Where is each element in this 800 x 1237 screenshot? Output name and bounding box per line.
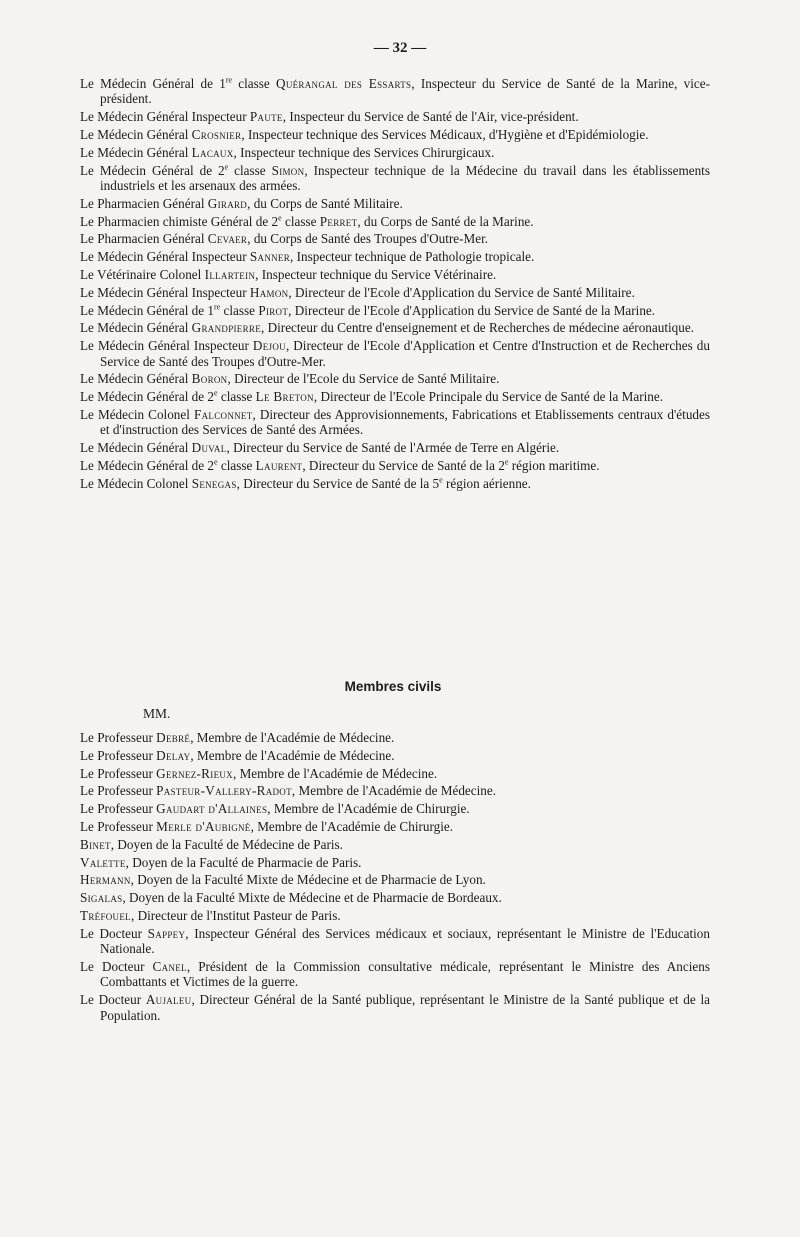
entry-text: , Inspecteur du Service de Santé de la Marine, vice-président. <box>100 76 710 107</box>
entry-text: , Inspecteur du Service de Santé de l'Air, vice-président. <box>282 109 579 125</box>
entry-text: Le Médecin Général <box>80 127 192 142</box>
entry-text: classe <box>220 302 259 318</box>
entry-text: , Directeur Général de la Santé publique, représentant le Ministre de la Santé publique et de la Population. <box>100 992 710 1023</box>
member-entry <box>80 476 710 491</box>
member-name: Hermann <box>80 872 131 888</box>
member-entry <box>80 249 710 264</box>
entry-text: , Inspecteur technique du Service Vétérinaire. <box>255 266 497 282</box>
entry-text: Le Professeur <box>80 818 157 834</box>
entry-text: , Membre de l'Académie de Médecine. <box>232 765 438 781</box>
member-name: Senegas <box>191 475 237 491</box>
member-name: Gernez-Rieux <box>156 765 233 781</box>
entry-text: , Doyen de la Faculté de Médecine de Paris. <box>110 836 343 852</box>
member-entry <box>80 837 710 852</box>
entry-text: Le Professeur <box>80 765 157 781</box>
member-name: Simon <box>271 162 305 178</box>
entry-text: Le Docteur <box>80 992 146 1008</box>
member-entry <box>80 748 710 763</box>
entry-text: région maritime. <box>508 457 600 473</box>
entry-text: Le Vétérinaire Colonel <box>80 266 205 282</box>
ordinal-suffix: e <box>224 162 229 172</box>
member-entry <box>80 730 710 745</box>
member-entry <box>80 371 710 386</box>
entry-text: Le Médecin Général Inspecteur <box>80 338 253 354</box>
ordinal-suffix: e <box>439 475 443 485</box>
member-entry <box>80 992 710 1023</box>
entry-text: Le Médecin Général <box>80 320 192 336</box>
entry-text: classe <box>217 457 256 473</box>
entry-text: Le Médecin Général de 2 <box>80 457 215 473</box>
entry-text: , du Corps de Santé Militaire. <box>247 195 403 211</box>
entry-text: Le Professeur <box>80 801 157 817</box>
member-name: Falconnet <box>193 406 253 422</box>
entry-text: Le Pharmacien Général <box>80 231 208 247</box>
member-entry <box>80 890 710 905</box>
entry-text: , du Corps de Santé de la Marine. <box>357 213 534 229</box>
member-entry <box>80 320 710 335</box>
entry-text: Le Médecin Général de 2 <box>80 389 215 405</box>
member-name: Girard <box>207 195 248 211</box>
entry-text: classe <box>217 389 256 405</box>
member-entry <box>80 458 710 473</box>
member-entry <box>80 214 710 229</box>
entry-text: , Membre de l'Académie de Chirurgie. <box>267 801 470 817</box>
entry-text: , Directeur du Service de Santé de la 5 <box>236 475 440 491</box>
member-name: Merle d'Aubigné <box>156 818 251 834</box>
member-name: Cevaer <box>207 231 248 247</box>
member-name: Duval <box>191 440 227 456</box>
member-name: Valette <box>80 854 126 870</box>
member-entry <box>80 783 710 798</box>
member-entry <box>80 145 710 160</box>
section-heading-civil-members: Membres civils <box>344 679 442 694</box>
entry-text: , Membre de l'Académie de Médecine. <box>190 730 395 745</box>
ordinal-suffix: e <box>504 457 509 467</box>
entry-text: Le Pharmacien Général <box>80 195 208 211</box>
member-entry <box>80 285 710 300</box>
entry-text: , Inspecteur technique de la Médecine du travail dans les établissements industriels et les arsenaux des armées. <box>100 162 710 193</box>
entry-text: , Directeur de l'Ecole d'Application du Service de Santé Militaire. <box>288 284 635 300</box>
military-members-list <box>80 76 710 494</box>
member-name: Grandpierre <box>191 320 262 336</box>
entry-text: Le Pharmacien chimiste Général de 2 <box>80 213 279 229</box>
entry-text: , Directeur du Service de Santé de l'Armée de Terre en Algérie. <box>226 440 560 456</box>
member-entry <box>80 267 710 282</box>
entry-text: , Directeur du Centre d'enseignement et de Recherches de médecine aéronautique. <box>261 320 694 336</box>
member-entry <box>80 231 710 246</box>
member-name: Tréfouel <box>80 907 131 923</box>
ordinal-suffix: re <box>225 75 233 85</box>
ordinal-suffix: e <box>214 388 218 398</box>
ordinal-suffix: e <box>278 213 282 223</box>
member-name: Paute <box>249 109 283 125</box>
member-entry <box>80 801 710 816</box>
member-name: Boron <box>191 371 228 387</box>
member-entry <box>80 127 710 142</box>
salutation-label: MM. <box>143 706 171 721</box>
entry-text: région aérienne. <box>442 475 531 491</box>
member-name: Canel <box>152 958 187 974</box>
member-entry <box>80 109 710 124</box>
entry-text: , Président de la Commission consultative médicale, représentant le Ministre des Anciens Combattants et Victimes de la guerre. <box>100 958 710 990</box>
member-name: Pirot <box>258 302 289 318</box>
entry-text: classe <box>232 76 277 91</box>
entry-text: , Directeur de l'Ecole Principale du Service de Santé de la Marine. <box>313 389 663 405</box>
member-name: Gaudart d'Allaines <box>156 801 268 817</box>
member-entry <box>80 908 710 923</box>
civil-members-list <box>80 730 710 1025</box>
entry-text: , Doyen de la Faculté Mixte de Médecine et de Pharmacie de Lyon. <box>130 872 486 888</box>
entry-text: Le Docteur <box>80 925 148 941</box>
entry-text: , Membre de l'Académie de Médecine. <box>291 783 497 799</box>
entry-text: , Directeur de l'Ecole d'Application et Centre d'Instruction et de Recherches du Service de Santé des Troupes d'Outre-Mer. <box>100 338 710 369</box>
member-name: Perret <box>319 213 358 229</box>
entry-text: , Inspecteur Général des Services médicaux et sociaux, représentant le Ministre de l'Education Nationale. <box>100 925 710 957</box>
entry-text: Le Médecin Général <box>80 144 192 160</box>
entry-text: , Doyen de la Faculté Mixte de Médecine et de Pharmacie de Bordeaux. <box>122 890 502 906</box>
member-name: Le Breton <box>255 389 314 405</box>
entry-text: Le Médecin Général de 2 <box>80 162 225 178</box>
ordinal-suffix: re <box>214 302 221 312</box>
member-entry <box>80 440 710 455</box>
entry-text: , Directeur des Approvisionnements, Fabrications et Etablissements centraux d'études et d'instruction des Services de Santé des Armées. <box>100 406 710 438</box>
member-entry <box>80 196 710 211</box>
member-entry <box>80 872 710 887</box>
member-entry <box>80 926 710 957</box>
member-name: Aujaleu <box>145 992 192 1008</box>
entry-text: , Directeur de l'Institut Pasteur de Paris. <box>130 907 341 923</box>
member-entry <box>80 766 710 781</box>
member-entry <box>80 407 710 438</box>
member-entry <box>80 338 710 369</box>
entry-text: Le Médecin Général <box>80 371 192 387</box>
entry-text: classe <box>228 162 272 178</box>
member-name: Binet <box>80 836 111 852</box>
entry-text: Le Professeur <box>80 730 157 745</box>
entry-text: Le Médecin Général Inspecteur <box>80 109 250 125</box>
entry-text: Le Professeur <box>80 747 157 763</box>
member-name: Sigalas <box>80 890 123 906</box>
entry-text: , Inspecteur technique de Pathologie tropicale. <box>290 249 535 265</box>
member-name: Illartein <box>204 266 256 282</box>
entry-text: Le Médecin Général Inspecteur <box>80 249 250 265</box>
entry-text: Le Docteur <box>80 958 153 974</box>
page-number: — 32 — <box>373 40 427 56</box>
entry-text: Le Professeur <box>80 783 157 799</box>
member-name: Sanner <box>249 249 291 265</box>
entry-text: Le Médecin Colonel <box>80 406 194 422</box>
member-entry <box>80 819 710 834</box>
entry-text: , Inspecteur technique des Services Chirurgicaux. <box>233 144 495 160</box>
member-name: Dejou <box>252 338 286 354</box>
member-name: Crosnier <box>191 127 242 142</box>
entry-text: Le Médecin Général <box>80 440 192 456</box>
entry-text: , Directeur du Service de Santé de la 2 <box>302 457 505 473</box>
member-name: Lacaux <box>191 144 234 160</box>
entry-text: , Inspecteur technique des Services Médicaux, d'Hygiène et d'Epidémiologie. <box>241 127 649 142</box>
entry-text: Le Médecin Général Inspecteur <box>80 284 250 300</box>
entry-text: Le Médecin Colonel <box>80 475 192 491</box>
entry-text: classe <box>281 213 320 229</box>
member-entry <box>80 163 710 194</box>
member-entry <box>80 76 710 107</box>
entry-text: , Doyen de la Faculté de Pharmacie de Paris. <box>125 854 362 870</box>
member-name: Hamon <box>249 284 289 300</box>
ordinal-suffix: e <box>214 457 218 467</box>
member-entry <box>80 389 710 404</box>
entry-text: , Directeur de l'Ecole d'Application du Service de Santé de la Marine. <box>288 302 656 318</box>
member-name: Quérangal des Essarts <box>276 76 412 91</box>
entry-text: Le Médecin Général de 1 <box>80 76 226 91</box>
member-entry <box>80 855 710 870</box>
member-name: Debré <box>156 730 191 745</box>
member-entry <box>80 959 710 990</box>
entry-text: , du Corps de Santé des Troupes d'Outre-Mer. <box>247 231 489 247</box>
entry-text: , Membre de l'Académie de Médecine. <box>190 747 395 763</box>
member-name: Sappey <box>147 925 186 941</box>
member-entry <box>80 303 710 318</box>
member-name: Pasteur-Vallery-Radot <box>156 783 292 799</box>
member-name: Laurent <box>255 457 303 473</box>
entry-text: Le Médecin Général de 1 <box>80 302 215 318</box>
member-name: Delay <box>156 747 191 763</box>
entry-text: , Directeur de l'Ecole du Service de Santé Militaire. <box>227 371 500 387</box>
entry-text: , Membre de l'Académie de Chirurgie. <box>250 818 454 834</box>
